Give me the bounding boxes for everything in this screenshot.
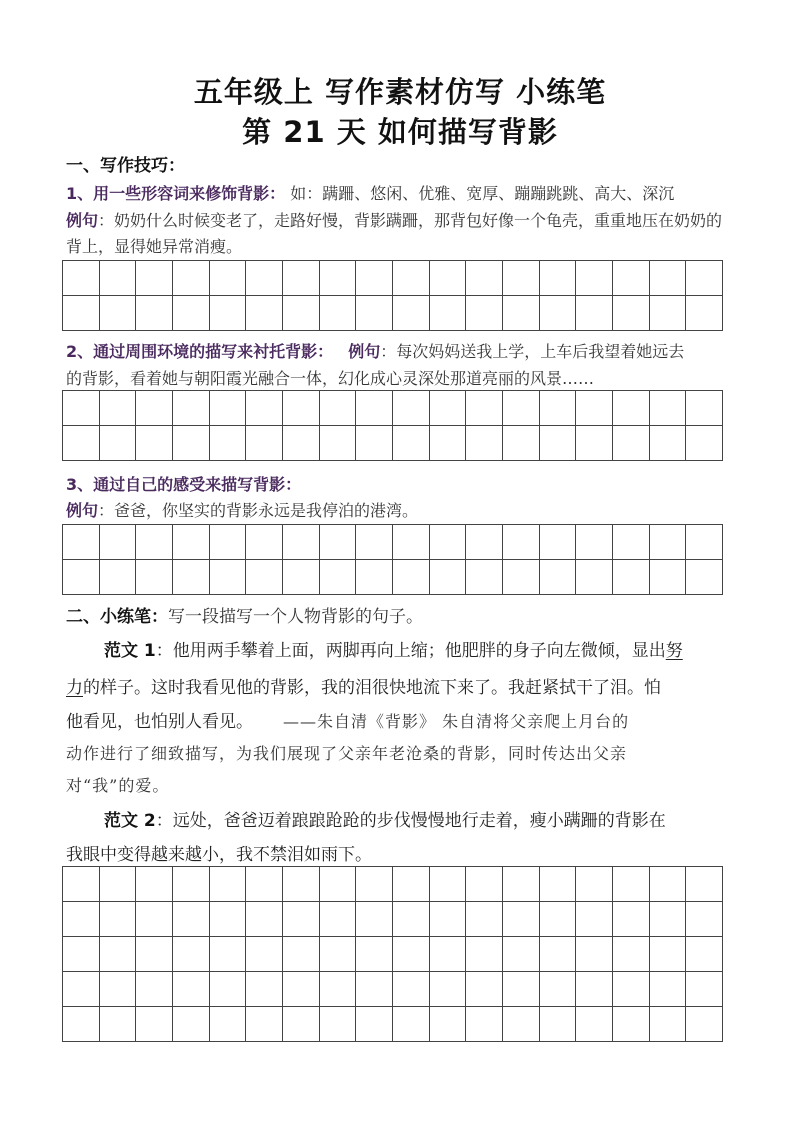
grid-cell[interactable] (393, 972, 430, 1007)
sample1-line3 (66, 706, 736, 738)
grid-cell[interactable] (540, 525, 577, 560)
sample1-line2 (66, 673, 736, 704)
grid-cell[interactable] (173, 972, 210, 1007)
tip2-example-text1: ：每次妈妈送我上学，上车后我望着她远去 (380, 342, 685, 361)
grid-cell[interactable] (466, 426, 503, 461)
grid-cell[interactable] (283, 391, 320, 426)
grid-cell[interactable] (136, 937, 173, 972)
grid-cell[interactable] (503, 937, 540, 972)
grid-cell[interactable] (613, 1007, 650, 1042)
grid-cell[interactable] (136, 972, 173, 1007)
grid-cell[interactable] (650, 296, 687, 331)
grid-cell[interactable] (136, 261, 173, 296)
grid-cell[interactable] (430, 937, 467, 972)
grid-cell[interactable] (63, 391, 100, 426)
grid-cell[interactable] (283, 296, 320, 331)
grid-cell[interactable] (173, 867, 210, 902)
grid-cell[interactable] (430, 426, 467, 461)
sample1-text: ：他用两手攀着上面，两脚再向上缩；他肥胖的身子向左微倾，显出 (155, 641, 666, 661)
grid-cell[interactable] (283, 525, 320, 560)
grid-cell[interactable] (210, 560, 247, 595)
tip1-example-line1 (66, 210, 736, 232)
grid-cell[interactable] (356, 867, 393, 902)
grid-cell[interactable] (576, 426, 613, 461)
grid-cell[interactable] (63, 972, 100, 1007)
grid-cell[interactable] (136, 1007, 173, 1042)
grid-cell[interactable] (246, 426, 283, 461)
grid-cell[interactable] (283, 560, 320, 595)
grid-cell[interactable] (320, 1007, 357, 1042)
grid-cell[interactable] (430, 560, 467, 595)
grid-cell[interactable] (210, 426, 247, 461)
grid-cell[interactable] (210, 867, 247, 902)
grid-cell[interactable] (686, 1007, 723, 1042)
grid-cell[interactable] (650, 426, 687, 461)
grid-cell[interactable] (246, 937, 283, 972)
tip1-line (66, 183, 736, 205)
grid-cell[interactable] (686, 391, 723, 426)
grid-cell[interactable] (100, 902, 137, 937)
grid-cell[interactable] (173, 391, 210, 426)
grid-cell[interactable] (320, 391, 357, 426)
grid-cell[interactable] (686, 560, 723, 595)
grid-cell[interactable] (576, 560, 613, 595)
writing-grid-1[interactable] (62, 260, 723, 331)
grid-cell[interactable] (466, 391, 503, 426)
grid-cell[interactable] (430, 972, 467, 1007)
grid-cell[interactable] (576, 937, 613, 972)
grid-cell[interactable] (686, 867, 723, 902)
grid-cell[interactable] (613, 972, 650, 1007)
sample1-citation: ——朱自清《背影》 朱自清将父亲爬上月台的 (283, 712, 630, 731)
grid-cell[interactable] (173, 426, 210, 461)
tip1-example-label: 例句 (66, 211, 99, 230)
grid-cell[interactable] (356, 1007, 393, 1042)
grid-cell[interactable] (283, 1007, 320, 1042)
grid-cell[interactable] (173, 560, 210, 595)
grid-cell[interactable] (100, 972, 137, 1007)
grid-cell[interactable] (136, 525, 173, 560)
grid-cell[interactable] (136, 426, 173, 461)
grid-cell[interactable] (650, 525, 687, 560)
grid-cell[interactable] (356, 937, 393, 972)
grid-cell[interactable] (136, 391, 173, 426)
grid-cell[interactable] (613, 426, 650, 461)
grid-cell[interactable] (210, 525, 247, 560)
grid-cell[interactable] (210, 296, 247, 331)
grid-cell[interactable] (320, 867, 357, 902)
grid-cell[interactable] (650, 1007, 687, 1042)
sample2-line1 (104, 806, 774, 837)
section2-line (66, 606, 736, 628)
grid-cell[interactable] (576, 972, 613, 1007)
grid-cell[interactable] (356, 296, 393, 331)
grid-cell[interactable] (173, 937, 210, 972)
grid-cell[interactable] (650, 391, 687, 426)
grid-cell[interactable] (430, 902, 467, 937)
grid-cell[interactable] (283, 972, 320, 1007)
grid-cell[interactable] (613, 525, 650, 560)
sample1-line5: 对“我”的爱。 (66, 776, 170, 795)
sample1-underlined-2: 力 (66, 678, 83, 698)
grid-cell[interactable] (650, 937, 687, 972)
grid-cell[interactable] (466, 261, 503, 296)
grid-cell[interactable] (466, 525, 503, 560)
grid-cell[interactable] (540, 937, 577, 972)
grid-cell[interactable] (686, 426, 723, 461)
grid-cell[interactable] (430, 525, 467, 560)
grid-cell[interactable] (393, 560, 430, 595)
grid-cell[interactable] (650, 560, 687, 595)
grid-cell[interactable] (650, 867, 687, 902)
grid-cell[interactable] (283, 937, 320, 972)
grid-cell[interactable] (283, 426, 320, 461)
sample2-line2: 我眼中变得越来越小，我不禁泪如雨下。 (66, 845, 372, 865)
tip2-line (66, 341, 736, 363)
tip3-example-line (66, 500, 736, 522)
grid-cell[interactable] (100, 391, 137, 426)
grid-cell[interactable] (320, 937, 357, 972)
grid-cell[interactable] (650, 972, 687, 1007)
grid-cell[interactable] (246, 972, 283, 1007)
sample1-underlined: 努 (665, 641, 683, 661)
grid-cell[interactable] (320, 525, 357, 560)
tip3-example-text: ：爸爸，你坚实的背影永远是我停泊的港湾。 (98, 501, 419, 520)
grid-cell[interactable] (173, 296, 210, 331)
grid-cell[interactable] (283, 261, 320, 296)
grid-cell[interactable] (503, 261, 540, 296)
tip1-example-text1: ：奶奶什么时候变老了，走路好慢，背影蹒跚，那背包好像一个龟壳，重重地压在奶奶的 (98, 211, 723, 230)
grid-cell[interactable] (173, 525, 210, 560)
grid-cell[interactable] (63, 560, 100, 595)
sample1-line1 (104, 636, 774, 667)
grid-cell[interactable] (246, 1007, 283, 1042)
grid-cell[interactable] (63, 1007, 100, 1042)
grid-cell[interactable] (686, 972, 723, 1007)
grid-cell[interactable] (246, 867, 283, 902)
grid-cell[interactable] (63, 902, 100, 937)
grid-cell[interactable] (356, 261, 393, 296)
grid-cell[interactable] (63, 525, 100, 560)
grid-cell[interactable] (466, 937, 503, 972)
grid-cell[interactable] (246, 391, 283, 426)
tip3-label: 3、通过自己的感受来描写背影： (66, 475, 302, 494)
grid-cell[interactable] (393, 391, 430, 426)
grid-cell[interactable] (686, 902, 723, 937)
grid-cell[interactable] (356, 525, 393, 560)
grid-cell[interactable] (613, 937, 650, 972)
grid-cell[interactable] (100, 296, 137, 331)
grid-cell[interactable] (540, 296, 577, 331)
grid-cell[interactable] (540, 560, 577, 595)
grid-cell[interactable] (540, 426, 577, 461)
grid-cell[interactable] (466, 867, 503, 902)
writing-grid-4[interactable] (62, 866, 723, 1042)
grid-cell[interactable] (466, 296, 503, 331)
grid-cell[interactable] (246, 296, 283, 331)
grid-cell[interactable] (393, 261, 430, 296)
grid-cell[interactable] (503, 560, 540, 595)
tip1-example-line2: 背上，显得她异常消瘦。 (66, 237, 243, 256)
grid-cell[interactable] (613, 867, 650, 902)
grid-cell[interactable] (63, 296, 100, 331)
grid-cell[interactable] (466, 972, 503, 1007)
grid-cell[interactable] (393, 937, 430, 972)
grid-cell[interactable] (503, 426, 540, 461)
tip3-line (66, 474, 736, 496)
grid-cell[interactable] (246, 261, 283, 296)
grid-cell[interactable] (430, 867, 467, 902)
grid-cell[interactable] (613, 296, 650, 331)
grid-cell[interactable] (613, 391, 650, 426)
grid-cell[interactable] (686, 296, 723, 331)
grid-cell[interactable] (686, 525, 723, 560)
grid-cell[interactable] (466, 560, 503, 595)
grid-cell[interactable] (63, 937, 100, 972)
grid-cell[interactable] (540, 1007, 577, 1042)
grid-cell[interactable] (63, 426, 100, 461)
grid-cell[interactable] (63, 261, 100, 296)
grid-cell[interactable] (540, 902, 577, 937)
grid-cell[interactable] (540, 972, 577, 1007)
sample1-text-2: 的样子。这时我看见他的背影，我的泪很快地流下来了。我赶紧拭干了泪。怕 (83, 678, 661, 698)
grid-cell[interactable] (173, 902, 210, 937)
grid-cell[interactable] (393, 426, 430, 461)
grid-cell[interactable] (173, 261, 210, 296)
grid-cell[interactable] (686, 937, 723, 972)
sample2-text: ：远处，爸爸迈着踉踉跄跄的步伐慢慢地行走着，瘦小蹒跚的背影在 (155, 811, 666, 831)
grid-cell[interactable] (393, 1007, 430, 1042)
grid-cell[interactable] (136, 867, 173, 902)
grid-cell[interactable] (210, 391, 247, 426)
section2-prompt: 写一段描写一个人物背影的句子。 (168, 607, 423, 627)
grid-cell[interactable] (503, 972, 540, 1007)
grid-cell[interactable] (320, 261, 357, 296)
tip3-example-label: 例句 (66, 501, 99, 520)
grid-cell[interactable] (576, 296, 613, 331)
grid-cell[interactable] (210, 937, 247, 972)
tip2-example-label: 例句 (348, 342, 381, 361)
grid-cell[interactable] (503, 525, 540, 560)
grid-cell[interactable] (100, 937, 137, 972)
grid-cell[interactable] (393, 902, 430, 937)
tip2-label: 2、通过周围环境的描写来衬托背影： (66, 342, 334, 361)
grid-cell[interactable] (576, 525, 613, 560)
grid-cell[interactable] (100, 261, 137, 296)
grid-cell[interactable] (320, 560, 357, 595)
sample1-text-3: 他看见，也怕别人看见。 (66, 712, 253, 732)
writing-grid-3[interactable] (62, 524, 723, 595)
grid-cell[interactable] (503, 902, 540, 937)
sample2-label: 范文 2 (104, 811, 156, 831)
grid-cell[interactable] (283, 902, 320, 937)
grid-cell[interactable] (430, 391, 467, 426)
grid-cell[interactable] (246, 902, 283, 937)
grid-cell[interactable] (430, 1007, 467, 1042)
tip2-example-line2: 的背影，看着她与朝阳霞光融合一体，幻化成心灵深处那道亮丽的风景…… (66, 369, 595, 388)
writing-grid-2[interactable] (62, 390, 723, 461)
grid-cell[interactable] (430, 296, 467, 331)
grid-cell[interactable] (393, 296, 430, 331)
grid-cell[interactable] (503, 391, 540, 426)
grid-cell[interactable] (576, 1007, 613, 1042)
grid-cell[interactable] (136, 560, 173, 595)
grid-cell[interactable] (466, 1007, 503, 1042)
grid-cell[interactable] (356, 972, 393, 1007)
grid-cell[interactable] (320, 426, 357, 461)
section1-heading: 一、写作技巧： (66, 156, 185, 176)
grid-cell[interactable] (540, 391, 577, 426)
grid-cell[interactable] (136, 296, 173, 331)
grid-cell[interactable] (356, 426, 393, 461)
grid-cell[interactable] (650, 902, 687, 937)
grid-cell[interactable] (173, 1007, 210, 1042)
grid-cell[interactable] (540, 867, 577, 902)
grid-cell[interactable] (613, 902, 650, 937)
grid-cell[interactable] (210, 972, 247, 1007)
page-title: 五年级上 写作素材仿写 小练笔 (193, 75, 607, 109)
section2-heading: 二、小练笔： (66, 607, 168, 627)
grid-cell[interactable] (576, 867, 613, 902)
grid-cell[interactable] (576, 261, 613, 296)
grid-cell[interactable] (100, 426, 137, 461)
grid-cell[interactable] (356, 391, 393, 426)
grid-cell[interactable] (210, 1007, 247, 1042)
grid-cell[interactable] (576, 391, 613, 426)
grid-cell[interactable] (100, 560, 137, 595)
grid-cell[interactable] (576, 902, 613, 937)
grid-cell[interactable] (503, 1007, 540, 1042)
grid-cell[interactable] (613, 261, 650, 296)
grid-cell[interactable] (650, 261, 687, 296)
grid-cell[interactable] (503, 296, 540, 331)
grid-cell[interactable] (320, 296, 357, 331)
page-subtitle: 第 21 天 如何描写背影 (242, 115, 558, 149)
grid-cell[interactable] (430, 261, 467, 296)
grid-cell[interactable] (283, 867, 320, 902)
grid-cell[interactable] (100, 525, 137, 560)
grid-cell[interactable] (356, 560, 393, 595)
grid-cell[interactable] (246, 525, 283, 560)
grid-cell[interactable] (540, 261, 577, 296)
grid-cell[interactable] (356, 902, 393, 937)
grid-cell[interactable] (100, 867, 137, 902)
grid-cell[interactable] (246, 560, 283, 595)
grid-cell[interactable] (393, 867, 430, 902)
grid-cell[interactable] (613, 560, 650, 595)
tip1-examples: 如：蹒跚、悠闲、优雅、宽厚、蹦蹦跳跳、高大、深沉 (290, 184, 675, 203)
grid-cell[interactable] (393, 525, 430, 560)
grid-cell[interactable] (210, 261, 247, 296)
grid-cell[interactable] (686, 261, 723, 296)
grid-cell[interactable] (100, 1007, 137, 1042)
sample1-label: 范文 1 (104, 641, 156, 661)
grid-cell[interactable] (466, 902, 503, 937)
grid-cell[interactable] (503, 867, 540, 902)
grid-cell[interactable] (320, 902, 357, 937)
tip1-label: 1、用一些形容词来修饰背影： (66, 184, 286, 203)
grid-cell[interactable] (136, 902, 173, 937)
sample1-line4: 动作进行了细致描写，为我们展现了父亲年老沧桑的背影，同时传达出父亲 (66, 744, 628, 763)
grid-cell[interactable] (63, 867, 100, 902)
grid-cell[interactable] (210, 902, 247, 937)
grid-cell[interactable] (320, 972, 357, 1007)
